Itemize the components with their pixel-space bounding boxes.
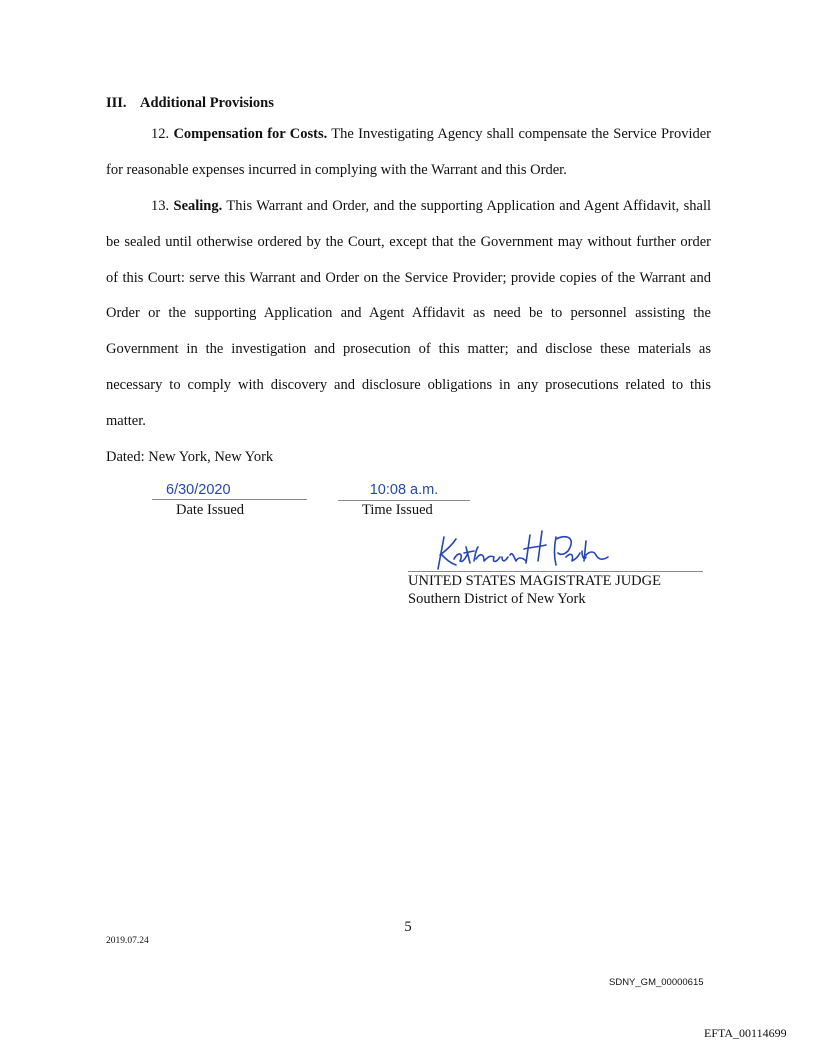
signature-stroke-atharine [454,547,526,563]
dated-line: Dated: New York, New York [106,449,274,465]
signature-stroke-h [524,531,546,563]
judge-title: UNITED STATES MAGISTRATE JUDGE [408,573,661,589]
signature-stroke-parker [555,537,609,565]
bates-number: SDNY_GM_00000615 [609,977,704,988]
paragraph-sealing [106,189,711,440]
paragraph-number: 13. [151,198,170,214]
signature-stroke-k [438,537,456,569]
paragraph-text: The Investigating Agency shall compensate the Service Provider for reasonable expenses incurred in complying with the Warrant and this Order. [106,126,711,178]
paragraph-heading: Sealing. [173,198,223,214]
section-title: Additional Provisions [140,95,274,111]
time-issued-label: Time Issued [362,502,433,518]
paragraph-text: This Warrant and Order, and the supporting Application and Agent Affidavit, shall be sealed until otherwise ordered by the Court, except that the Government may without further order of this Court: serve this Warrant and Order on the Service Provider; provide copies of the Warrant and Order or the supporting Application and Agent Affidavit as need be to personnel assisting the Government in the investigation and prosecution of this matter; and disclose these materials as necessary to comply with discovery and disclosure obligations in any prosecutions related to this matter. [106,198,712,429]
section-heading [106,95,274,112]
form-version: 2019.07.24 [106,936,149,946]
date-issued-value: 6/30/2020 [152,482,307,500]
judge-signature [430,527,610,573]
time-issued-value: 10:08 a.m. [338,482,470,501]
date-issued-label: Date Issued [176,502,245,518]
signature-line [408,571,703,572]
efta-number: EFTA_00114699 [704,1026,787,1040]
paragraph-number: 12. [151,126,170,142]
judge-district: Southern District of New York [408,591,586,607]
paragraph-compensation [106,117,711,189]
page-number: 5 [404,919,412,935]
section-number: III. [106,95,127,111]
paragraph-heading: Compensation for Costs. [173,126,328,142]
